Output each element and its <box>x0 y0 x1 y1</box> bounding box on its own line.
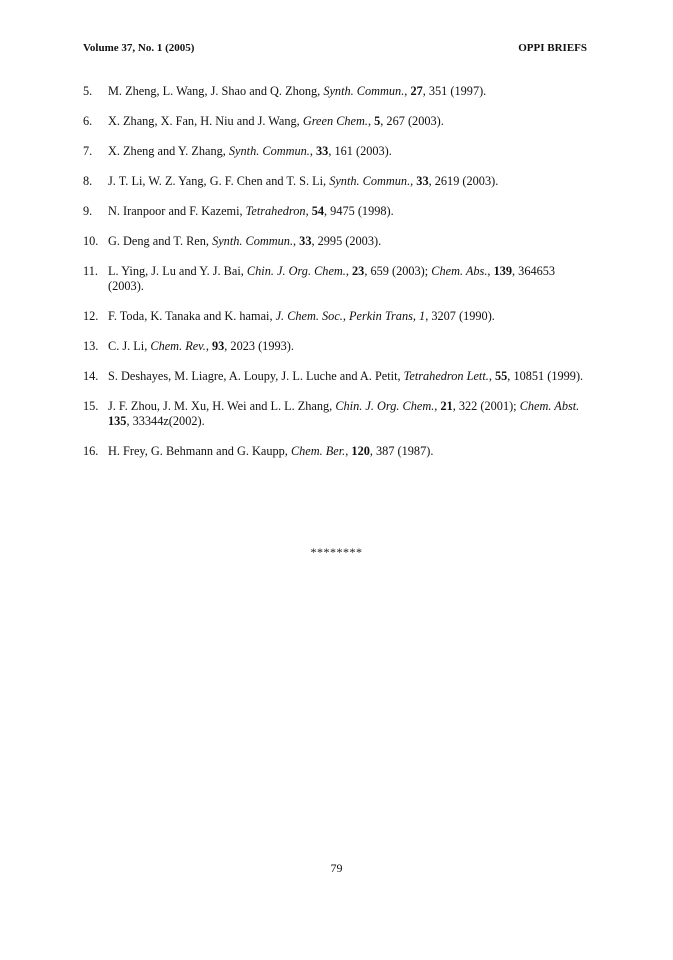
journal-name: Chem. Abs. <box>431 264 488 278</box>
reference-item <box>83 264 593 294</box>
citation-text: , 387 (1987). <box>369 444 434 458</box>
reference-item <box>83 399 593 429</box>
journal-name: Synth. Commun. <box>228 144 310 158</box>
reference-number: 8. <box>83 174 93 188</box>
citation-text: , 322 (2001); <box>452 399 520 413</box>
citation-text: H. Frey, G. Behmann and G. Kaupp, <box>108 444 291 458</box>
citation-text: , 659 (2003); <box>364 264 432 278</box>
running-header-section: OPPI BRIEFS <box>518 42 587 54</box>
reference-number: 6. <box>83 114 93 128</box>
reference-item <box>83 84 593 99</box>
volume-number: 33 <box>299 234 312 248</box>
reference-text <box>108 399 579 428</box>
volume-number: 55 <box>495 369 508 383</box>
citation-text: L. Ying, J. Lu and Y. J. Bai, <box>108 264 247 278</box>
reference-item <box>83 444 593 459</box>
citation-text: N. Iranpoor and F. Kazemi, <box>108 204 246 218</box>
journal-name: Synth. Commun. <box>323 84 405 98</box>
reference-text <box>108 174 498 188</box>
citation-text: J. F. Zhou, J. M. Xu, H. Wei and L. L. Zhang, <box>108 399 336 413</box>
reference-number: 15. <box>83 399 99 413</box>
reference-item <box>83 369 593 384</box>
page-number: 79 <box>330 861 343 875</box>
citation-text: , 3207 (1990). <box>425 309 495 323</box>
reference-text <box>108 339 294 353</box>
volume-number: 54 <box>311 204 325 218</box>
reference-item <box>83 174 593 189</box>
journal-name: Tetrahedron Lett. <box>403 369 489 383</box>
reference-number: 12. <box>83 309 99 323</box>
reference-list <box>83 84 593 474</box>
reference-text <box>108 204 394 218</box>
citation-text: , <box>404 84 411 98</box>
citation-text: , <box>345 444 352 458</box>
reference-number: 7. <box>83 144 93 158</box>
citation-text: , 33344z(2002). <box>126 414 205 428</box>
volume-number: 21 <box>440 399 453 413</box>
reference-text <box>108 84 486 98</box>
citation-text: , <box>488 369 495 383</box>
reference-text <box>108 264 555 293</box>
reference-number: 14. <box>83 369 99 383</box>
reference-item <box>83 114 593 129</box>
journal-name: Chem. Abst. <box>519 399 580 413</box>
citation-text: S. Deshayes, M. Liagre, A. Loupy, J. L. Luche and A. Petit, <box>108 369 404 383</box>
running-header-volume: Volume 37, No. 1 (2005) <box>83 42 195 54</box>
citation-text: , <box>487 264 494 278</box>
reference-number: 9. <box>83 204 93 218</box>
citation-text: C. J. Li, <box>108 339 151 353</box>
citation-text: , <box>293 234 300 248</box>
journal-name: Synth. Commun. <box>212 234 294 248</box>
reference-number: 13. <box>83 339 99 353</box>
citation-text: X. Zheng and Y. Zhang, <box>108 144 229 158</box>
journal-name: Chin. J. Org. Chem. <box>246 264 346 278</box>
reference-text <box>108 144 392 158</box>
reference-text <box>108 234 381 248</box>
volume-number: 93 <box>211 339 225 353</box>
citation-text: , 267 (2003). <box>380 114 444 128</box>
citation-text: , 351 (1997). <box>422 84 487 98</box>
citation-text: , <box>367 114 375 128</box>
end-separator: ******** <box>310 545 363 559</box>
reference-number: 10. <box>83 234 99 248</box>
reference-number: 5. <box>83 84 93 98</box>
citation-text: , <box>205 339 212 353</box>
citation-text: M. Zheng, L. Wang, J. Shao and Q. Zhong, <box>108 84 324 98</box>
journal-name: Chem. Rev. <box>150 339 206 353</box>
citation-text: , <box>345 264 353 278</box>
citation-text: , 10851 (1999). <box>507 369 584 383</box>
journal-name: J. Chem. Soc., Perkin Trans, 1 <box>275 309 426 323</box>
reference-item <box>83 204 593 219</box>
citation-text: , 2995 (2003). <box>311 234 382 248</box>
volume-number: 5 <box>374 114 381 128</box>
citation-text: , 9475 (1998). <box>324 204 394 218</box>
volume-number: 33 <box>316 144 329 158</box>
reference-item <box>83 144 593 159</box>
journal-name: Green Chem. <box>302 114 368 128</box>
citation-text: G. Deng and T. Ren, <box>108 234 213 248</box>
citation-text: J. T. Li, W. Z. Yang, G. F. Chen and T. S. Li, <box>108 174 330 188</box>
reference-text <box>108 444 433 458</box>
citation-text: , 2619 (2003). <box>428 174 499 188</box>
citation-text: , 161 (2003). <box>328 144 392 158</box>
citation-text: , <box>305 204 312 218</box>
reference-number: 16. <box>83 444 99 458</box>
citation-text: , 364653 (2003). <box>108 264 556 293</box>
volume-number: 23 <box>352 264 365 278</box>
volume-number: 27 <box>410 84 423 98</box>
journal-name: Chin. J. Org. Chem. <box>335 399 435 413</box>
journal-name: Synth. Commun. <box>329 174 411 188</box>
citation-text: , <box>309 144 317 158</box>
journal-name: Tetrahedron <box>245 204 306 218</box>
reference-text <box>108 114 444 128</box>
volume-number: 135 <box>108 414 127 428</box>
citation-text: X. Zhang, X. Fan, H. Niu and J. Wang, <box>108 114 303 128</box>
reference-text <box>108 309 495 323</box>
citation-text: F. Toda, K. Tanaka and K. hamai, <box>108 309 276 323</box>
volume-number: 139 <box>493 264 513 278</box>
reference-number: 11. <box>83 264 98 278</box>
volume-number: 120 <box>351 444 370 458</box>
reference-text <box>108 369 583 383</box>
reference-item <box>83 309 593 324</box>
journal-name: Chem. Ber. <box>290 444 346 458</box>
citation-text: , <box>410 174 417 188</box>
reference-item <box>83 234 593 249</box>
citation-text: , 2023 (1993). <box>224 339 294 353</box>
citation-text: , <box>434 399 441 413</box>
volume-number: 33 <box>416 174 429 188</box>
reference-item <box>83 339 593 354</box>
